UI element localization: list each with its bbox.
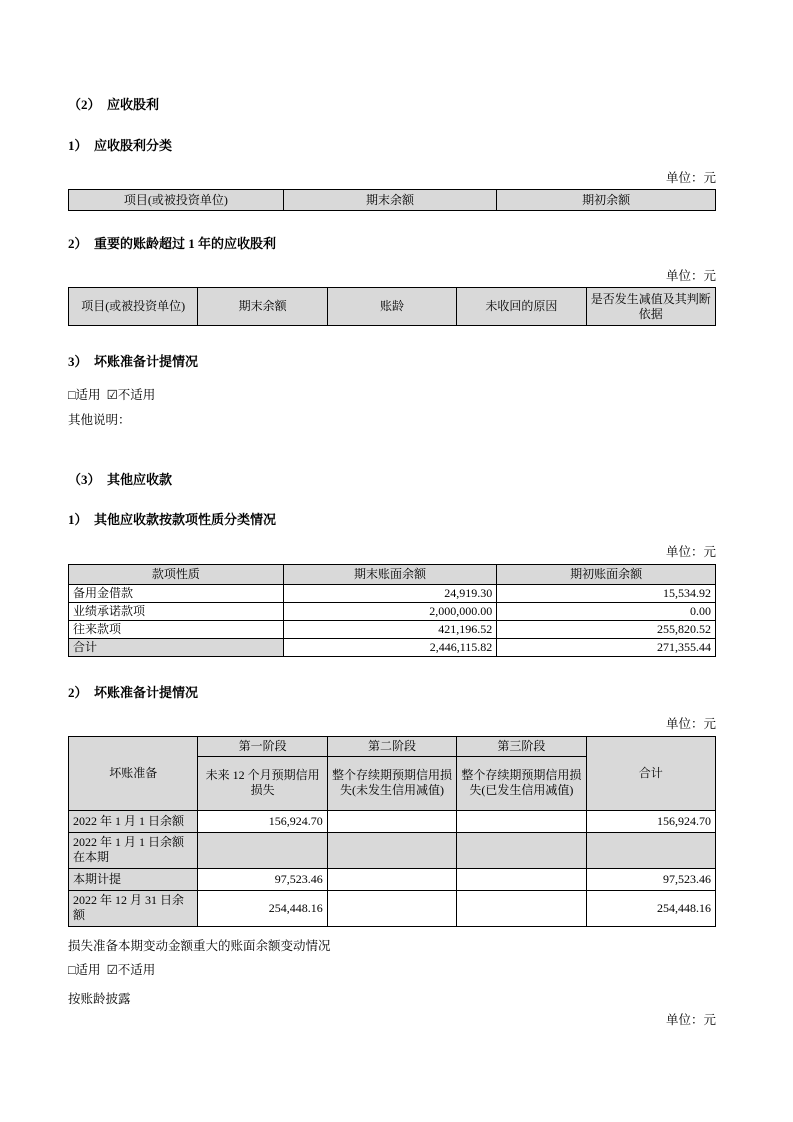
header-cell-aging: 账龄	[327, 288, 456, 326]
header-cell-stage1: 第一阶段	[198, 736, 327, 756]
applicability-line	[68, 387, 716, 403]
checkbox-not-applicable: ☑不适用	[106, 388, 156, 403]
header-cell-total: 合计	[586, 736, 715, 810]
row-label: 2022 年 12 月 31 日余额	[69, 890, 198, 926]
heading-by-nature: 1） 其他应收款按款项性质分类情况	[68, 512, 277, 528]
header-cell-ending-balance: 期末余额	[283, 190, 497, 211]
unit-label: 单位：元	[665, 717, 716, 732]
cell-total: 97,523.46	[586, 868, 715, 890]
cell-stage3	[457, 890, 586, 926]
note-major-change: 损失准备本期变动金额重大的账面余额变动情况	[68, 938, 331, 953]
header-cell-stage3-desc: 整个存续期预期信用损失(已发生信用减值)	[457, 756, 586, 810]
header-cell-project: 项目(或被投资单位)	[69, 190, 284, 211]
table-header-row	[69, 190, 716, 211]
table-header-row-stages	[69, 736, 716, 756]
header-cell-nature: 款项性质	[69, 564, 284, 584]
header-cell-stage1-desc: 未来 12 个月预期信用损失	[198, 756, 327, 810]
checkbox-not-applicable: ☑不适用	[106, 962, 156, 977]
table-row	[69, 832, 716, 868]
cell-stage2	[327, 832, 456, 868]
cell-beginning-balance: 15,534.92	[497, 584, 716, 602]
table-row	[69, 868, 716, 890]
header-cell-uncollected-reason: 未收回的原因	[457, 288, 586, 326]
cell-stage1: 156,924.70	[198, 810, 327, 832]
cell-beginning-balance: 255,820.52	[497, 620, 716, 638]
cell-ending-balance: 24,919.30	[283, 584, 497, 602]
heading-other-bad-debt: 2） 坏账准备计提情况	[68, 684, 199, 700]
unit-label: 单位：元	[665, 545, 716, 560]
cell-stage3	[457, 832, 586, 868]
cell-total: 254,448.16	[586, 890, 715, 926]
header-cell-stage2-desc: 整个存续期预期信用损失(未发生信用减值)	[327, 756, 456, 810]
unit-label: 单位：元	[665, 1013, 716, 1028]
cell-ending-balance: 2,446,115.82	[283, 638, 497, 656]
header-cell-beginning-book-balance: 期初账面余额	[497, 564, 716, 584]
heading-receivable-dividends: （2） 应收股利	[68, 97, 160, 112]
header-cell-ending-balance: 期末余额	[198, 288, 327, 326]
table-row	[69, 602, 716, 620]
applicability-line	[68, 962, 716, 978]
aged-dividends-table	[68, 287, 716, 326]
cell-stage1: 97,523.46	[198, 868, 327, 890]
cell-stage2	[327, 810, 456, 832]
other-note-label: 其他说明：	[68, 413, 131, 428]
heading-aged-dividends: 2） 重要的账龄超过 1 年的应收股利	[68, 236, 277, 252]
header-cell-impairment-basis: 是否发生减值及其判断依据	[586, 288, 715, 326]
header-cell-corner: 坏账准备	[69, 736, 198, 810]
cell-beginning-balance: 271,355.44	[497, 638, 716, 656]
bad-debt-provision-table	[68, 736, 716, 927]
table-row	[69, 810, 716, 832]
cell-ending-balance: 2,000,000.00	[283, 602, 497, 620]
dividend-classification-table	[68, 189, 716, 211]
cell-total: 156,924.70	[586, 810, 715, 832]
cell-stage2	[327, 890, 456, 926]
checkbox-applicable: □适用	[68, 962, 101, 977]
table-row	[69, 890, 716, 926]
header-cell-project: 项目(或被投资单位)	[69, 288, 198, 326]
heading-dividend-classification: 1） 应收股利分类	[68, 137, 173, 153]
row-label: 往来款项	[69, 620, 284, 638]
header-cell-beginning-balance: 期初余额	[497, 190, 716, 211]
heading-dividend-bad-debt: 3） 坏账准备计提情况	[68, 354, 199, 370]
row-label: 备用金借款	[69, 584, 284, 602]
row-label: 2022 年 1 月 1 日余额	[69, 810, 198, 832]
cell-stage3	[457, 868, 586, 890]
checkbox-applicable: □适用	[68, 388, 101, 403]
cell-ending-balance: 421,196.52	[283, 620, 497, 638]
cell-beginning-balance: 0.00	[497, 602, 716, 620]
row-label: 2022 年 1 月 1 日余额在本期	[69, 832, 198, 868]
header-cell-stage2: 第二阶段	[327, 736, 456, 756]
row-label: 业绩承诺款项	[69, 602, 284, 620]
cell-stage3	[457, 810, 586, 832]
cell-total	[586, 832, 715, 868]
cell-stage1	[198, 832, 327, 868]
table-row	[69, 620, 716, 638]
header-cell-stage3: 第三阶段	[457, 736, 586, 756]
unit-label: 单位：元	[665, 268, 716, 283]
cell-stage1: 254,448.16	[198, 890, 327, 926]
table-row-total	[69, 638, 716, 656]
header-cell-ending-book-balance: 期末账面余额	[283, 564, 497, 584]
heading-other-receivables: （3） 其他应收款	[68, 471, 173, 487]
table-row	[69, 584, 716, 602]
row-label: 本期计提	[69, 868, 198, 890]
cell-stage2	[327, 868, 456, 890]
other-receivables-by-nature-table	[68, 564, 716, 657]
table-header-row	[69, 288, 716, 326]
row-label-total: 合计	[69, 638, 284, 656]
table-header-row	[69, 564, 716, 584]
unit-label: 单位：元	[665, 170, 716, 185]
note-aging-disclosure: 按账龄披露	[68, 992, 131, 1007]
